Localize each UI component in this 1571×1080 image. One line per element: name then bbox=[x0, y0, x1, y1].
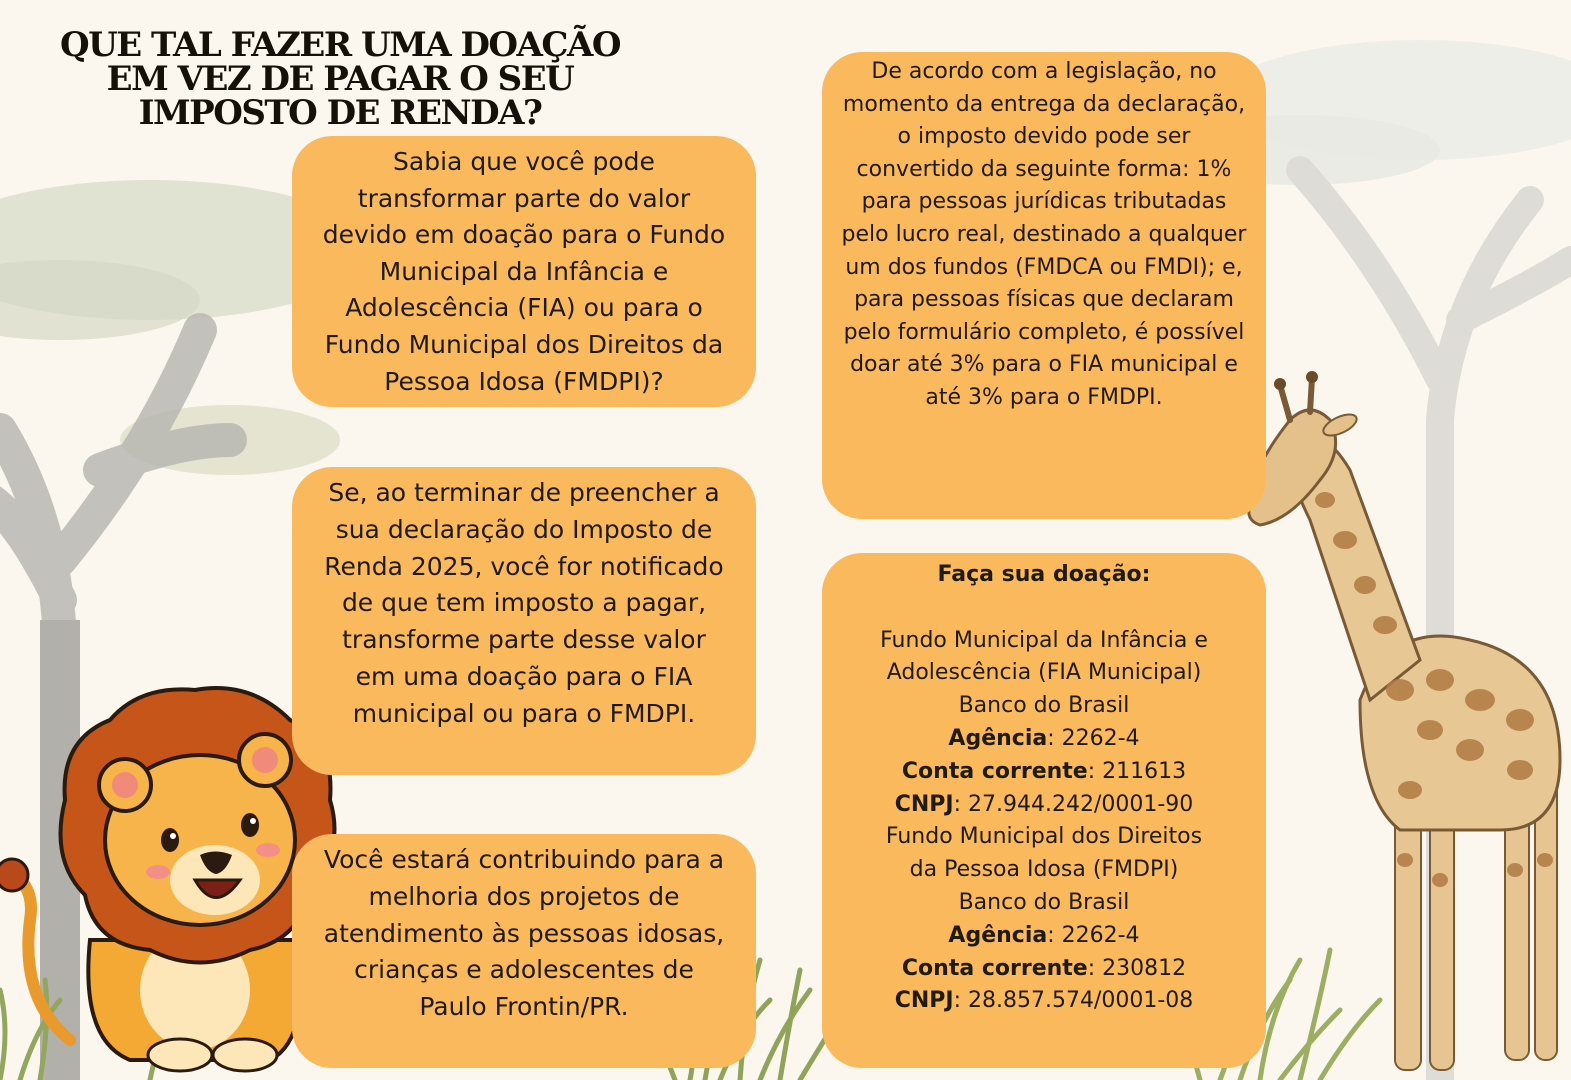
title-line-1: QUE TAL FAZER UMA DOAÇÃO bbox=[60, 25, 620, 65]
fund2-name-line2: da Pessoa Idosa (FMDPI) bbox=[909, 857, 1179, 883]
fund2-account: Conta corrente: 230812 bbox=[901, 955, 1187, 981]
title-line-2: EM VEZ DE PAGAR O SEU bbox=[106, 59, 574, 99]
fund1-agency: Agência: 2262-4 bbox=[948, 725, 1140, 751]
fund1-name-line2: Adolescência (FIA Municipal) bbox=[886, 660, 1202, 686]
page-title bbox=[40, 25, 640, 133]
info-box-fund-question bbox=[292, 136, 756, 407]
fund2-bank: Banco do Brasil bbox=[958, 889, 1130, 915]
donation-box bbox=[822, 553, 1266, 1068]
info-box-text: Se, ao terminar de preencher a sua declaração do Imposto de Renda 2025, você for notificado de que tem imposto a pagar, transforme parte desse valor em uma doação para o FIA municipal ou para o FMDPI. bbox=[324, 478, 724, 728]
fund2-agency: Agência: 2262-4 bbox=[948, 922, 1140, 948]
fund1-cnpj: CNPJ: 27.944.242/0001-90 bbox=[894, 791, 1194, 817]
fund2-cnpj: CNPJ: 28.857.574/0001-08 bbox=[894, 988, 1194, 1014]
fund2-name-line1: Fundo Municipal dos Direitos bbox=[885, 824, 1203, 850]
info-box-text: Sabia que você pode transformar parte do valor devido em doação para o Fundo Municipal da Infância e Adolescência (FIA) ou para o Fundo Municipal dos Direitos da Pessoa Idosa (FMDPI)? bbox=[322, 147, 726, 396]
donation-heading: Faça sua doação: bbox=[937, 562, 1151, 587]
info-box-declaration bbox=[292, 467, 756, 775]
info-box-contribution bbox=[292, 834, 756, 1068]
info-box-text: Você estará contribuindo para a melhoria dos projetos de atendimento às pessoas idosas, crianças e adolescentes de Paulo Frontin/PR. bbox=[323, 845, 725, 1022]
fund1-account: Conta corrente: 211613 bbox=[901, 758, 1187, 784]
fund1-name-line1: Fundo Municipal da Infância e bbox=[880, 627, 1208, 653]
fund1-bank: Banco do Brasil bbox=[958, 693, 1130, 719]
info-box-legislation bbox=[822, 52, 1266, 519]
title-line-3: IMPOSTO DE RENDA? bbox=[138, 93, 542, 133]
spacer bbox=[838, 592, 1250, 625]
info-box-text: De acordo com a legislação, no momento da entrega da declaração, o imposto devido pode ser convertido da seguinte forma: 1% para pessoas jurídicas tributadas pelo lucro real, destinado a qualquer um dos fundos (FMDCA ou FMDI); e, para pessoas físicas que declaram pelo formulário completo, é possível doar até 3% para o FIA municipal e até 3% para o FMDPI. bbox=[841, 59, 1247, 410]
